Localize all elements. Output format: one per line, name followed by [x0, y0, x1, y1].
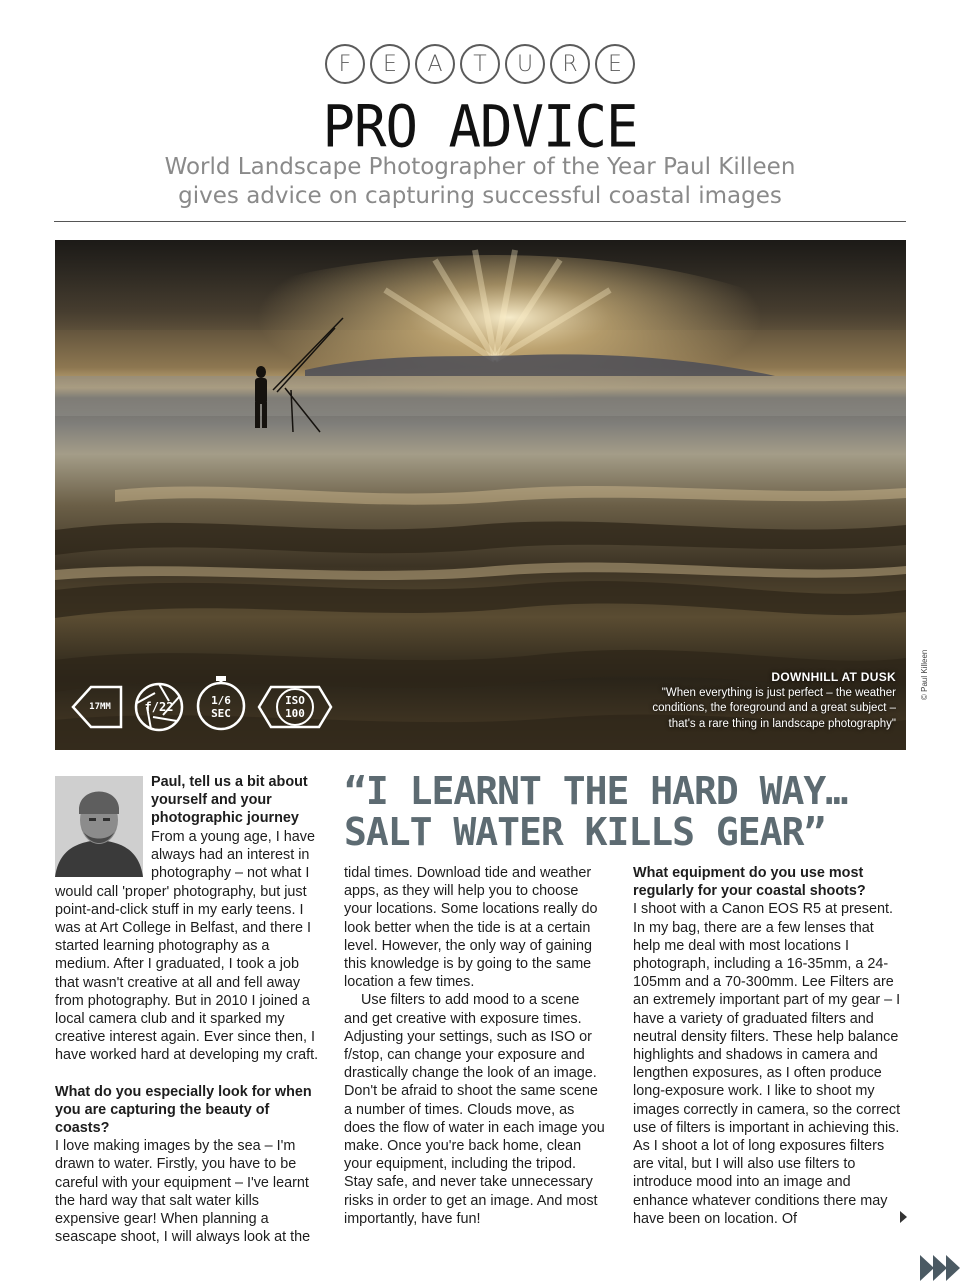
photo-credit: © Paul Killeen [920, 649, 929, 700]
question-coasts: What do you especially look for when you are capturing the beauty of coasts? [55, 1083, 312, 1137]
kicker-letter: R [550, 44, 590, 84]
aperture-badge [133, 681, 185, 733]
shutter-line-1: 1/6 [211, 694, 231, 707]
answer-journey [55, 828, 325, 1065]
shutter-speed-badge [195, 681, 247, 733]
iso-line-1: ISO [285, 694, 305, 707]
standfirst-line-1: World Landscape Photographer of the Year Paul Killeen [164, 154, 796, 180]
answer-coasts: I love making images by the sea – I'm drawn to water. Firstly, you have to be careful with your equipment – I've learnt the hard way that salt water kills expensive gear! When planning a seascape shoot, I will always look at the [55, 1138, 311, 1246]
kicker-letter: E [595, 44, 635, 84]
answer-journey-text: From a young age, I have always had an interest in photography – not what I would call 'proper' photography, but just point-and-click stuff in my early teens. I was at Art College in Belfast, and there I started learning photography as a medium. After I graduated, I took a job that wasn't creative at all and fell away from photography. But in 2010 I joined a local camera club and it sparked my creative interest again. Ever since then, I have worked hard at developing my craft. [55, 829, 319, 1064]
pull-quote: “I LEARNT THE HARD WAY… SALT WATER KILLS GEAR” [344, 769, 848, 854]
standfirst-line-2: gives advice on capturing successful coastal images [178, 183, 782, 209]
feature-kicker [0, 44, 960, 84]
photo-caption [626, 670, 896, 732]
caption-title: DOWNHILL AT DUSK [771, 670, 896, 684]
paragraph-tides: tidal times. Download tide and weather apps, as they will help you to choose your locations. Some locations really do look better when the tide is at a certain level. However, the only way of gaining this knowledge is by going to the same location a few times. [344, 865, 598, 991]
kicker-letter: E [370, 44, 410, 84]
iso-badge [257, 681, 333, 733]
iso-value [285, 694, 305, 720]
aperture-value: f/22 [144, 699, 174, 714]
kicker-letter: U [505, 44, 545, 84]
question-equipment: What equipment do you use most regularly for your coastal shoots? [633, 865, 866, 900]
header-divider [54, 221, 906, 222]
kicker-letter: A [415, 44, 455, 84]
column-3 [633, 864, 901, 1228]
focal-length-badge [71, 681, 123, 733]
iso-line-2: 100 [285, 707, 305, 720]
paragraph-filters: Use filters to add mood to a scene and get creative with exposure times. Adjusting your settings, such as ISO or f/stop, can change your exposure and drastically change the look of an image. Don't be afraid to shoot the same scene a number of times. Clouds move, as does the flow of water in each image you make. Once you're back home, clean your equipment, including the tripod. Stay safe, and never take unnecessary risks in order to get an image. And most importantly, have fun! [344, 992, 605, 1227]
next-page-arrows-icon[interactable] [920, 1255, 959, 1281]
answer-equipment: I shoot with a Canon EOS R5 at present. In my bag, there are a few lenses that help me deal with most locations I photograph, including a 16-35mm, a 24-105mm and a 70-300mm. Lee Filters are an extremely important part of my gear – I have a variety of graduated filters and neutral density filters. These help balance highlights and shadows in camera and lengthen exposures, as I often produce long-exposure work. I like to shoot my images correctly in camera, so the correct use of filters is important in achieving this. As I shoot a lot of long exposures filters are vital, but I will also use filters to introduce mood into an image and enhance whatever conditions there may have been on location. Of [633, 901, 901, 1227]
standfirst [0, 153, 960, 211]
column-2 [344, 864, 606, 1228]
focal-length-value: 17MM [89, 701, 111, 712]
exif-settings [71, 681, 333, 733]
shutter-line-2: SEC [211, 707, 231, 720]
hero-photo [55, 240, 906, 750]
question-journey: Paul, tell us a bit about yourself and your photographic journey [151, 774, 308, 827]
column-1-answer [55, 828, 325, 1246]
caption-text: "When everything is just perfect – the weather conditions, the foreground and a great subject – that's a rare thing in landscape photography" [652, 686, 896, 730]
page-title: PRO ADVICE [322, 92, 638, 161]
column-1 [55, 773, 325, 828]
shutter-speed-value [211, 694, 231, 720]
kicker-letter: F [325, 44, 365, 84]
kicker-letter: T [460, 44, 500, 84]
continue-arrow-icon [900, 1211, 907, 1223]
